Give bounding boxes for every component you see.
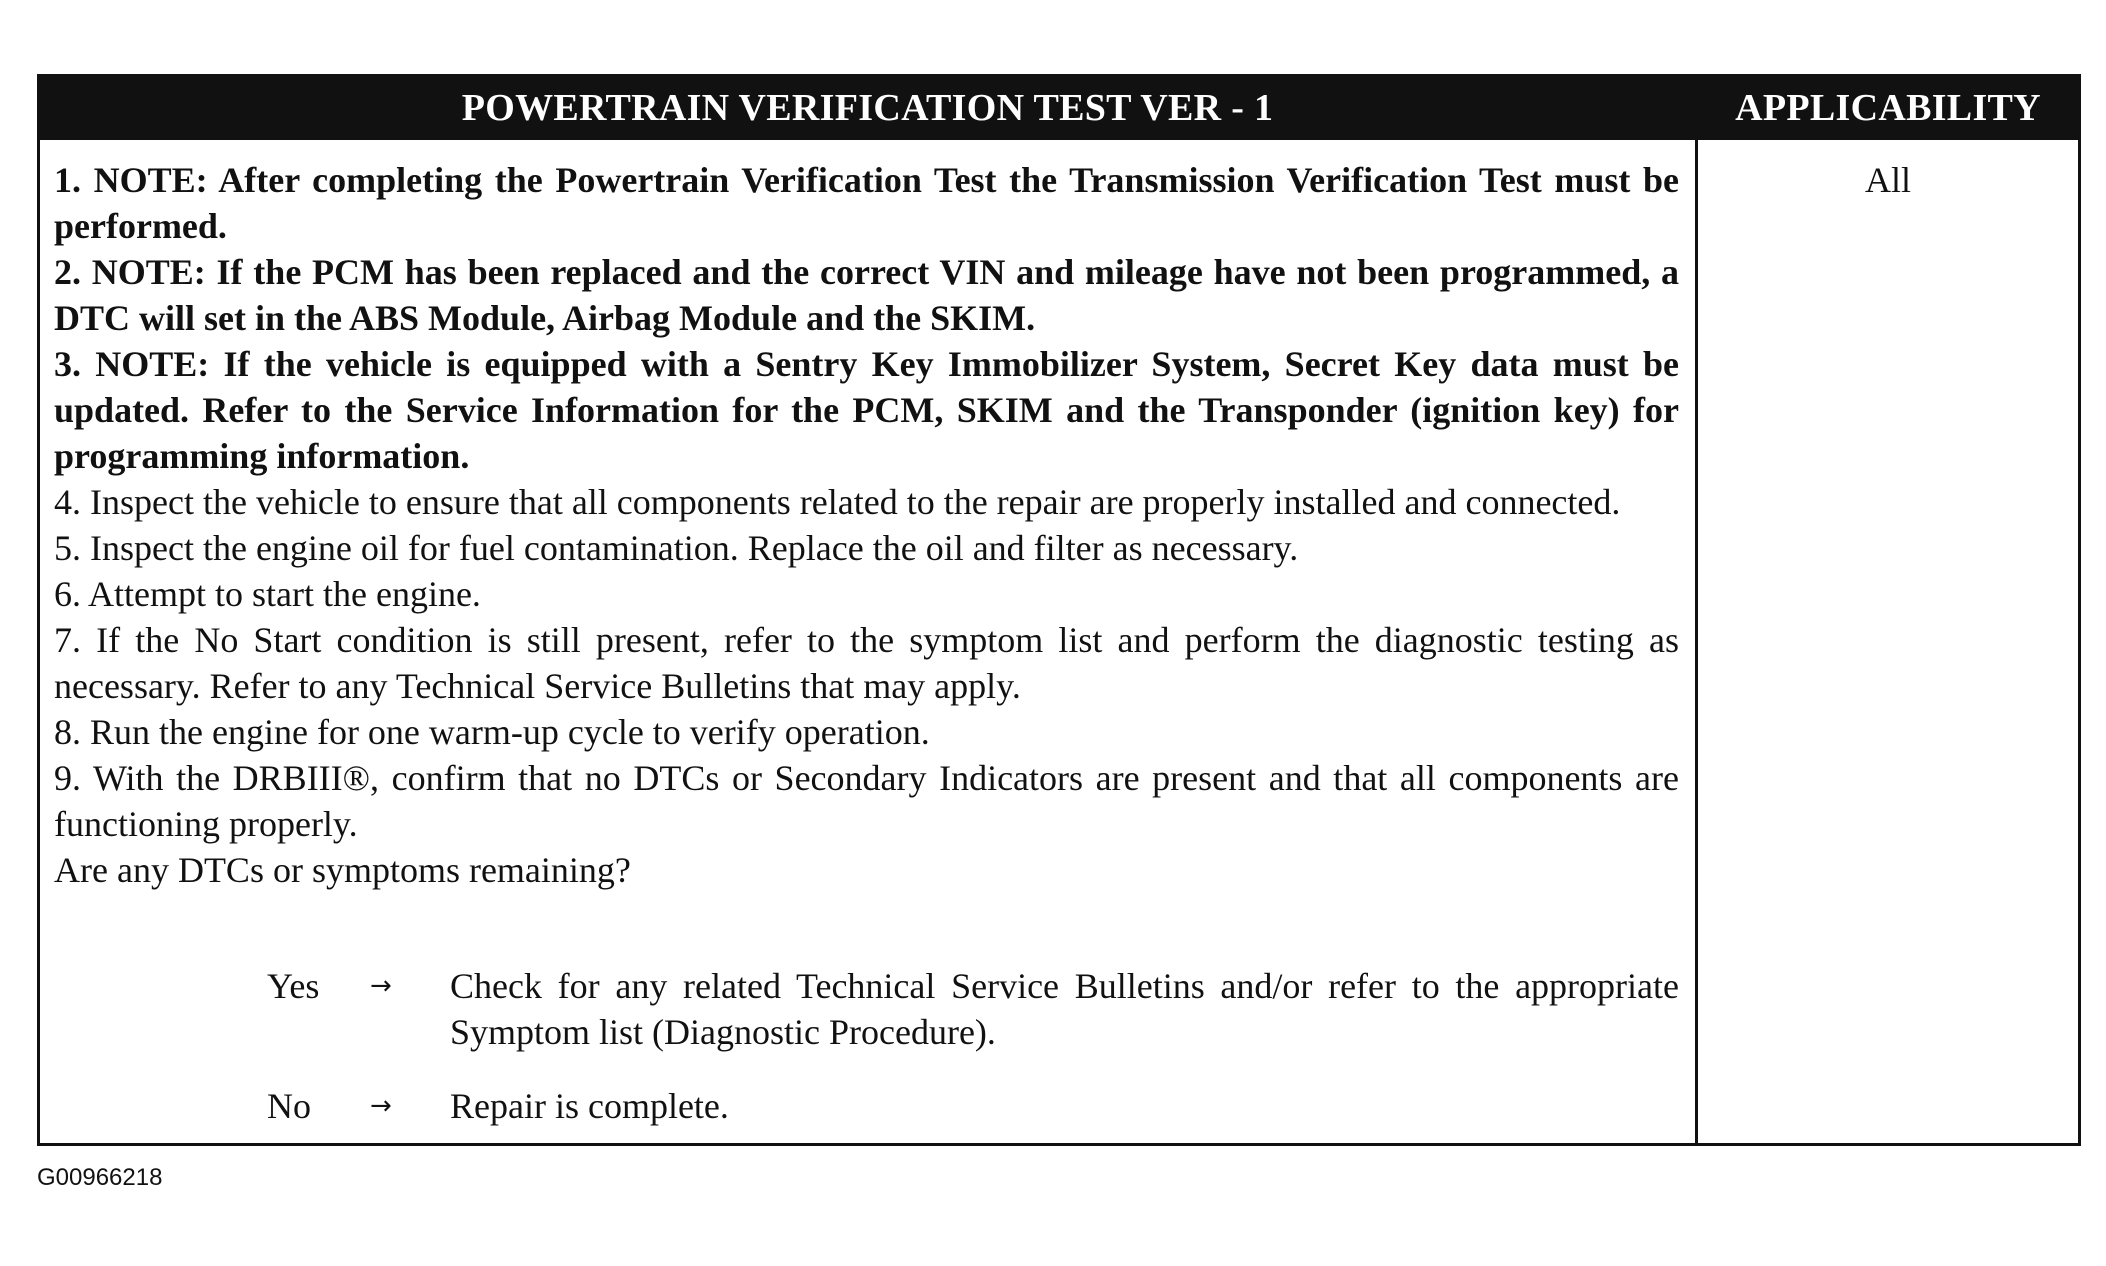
table-title: POWERTRAIN VERIFICATION TEST VER - 1 xyxy=(461,87,1274,129)
question-text: Are any DTCs or symptoms remaining? xyxy=(54,850,631,890)
figure-id: G00966218 xyxy=(37,1164,163,1191)
step-7: 7. If the No Start condition is still present, refer to the symptom list and perform the diagnostic testing as necessary. Refer to any Technical Service Bulletins that may apply. xyxy=(54,620,1679,706)
outcome-yes-label: Yes xyxy=(267,966,320,1006)
outcome-no-text: Repair is complete. xyxy=(450,1086,729,1126)
step-9: 9. With the DRBIII®, confirm that no DTCs or Secondary Indicators are present and that all components are functioning properly. xyxy=(54,758,1679,844)
column-divider xyxy=(1695,140,1698,1146)
step-6: 6. Attempt to start the engine. xyxy=(54,574,481,614)
verification-test-table xyxy=(37,74,2081,1146)
step-5: 5. Inspect the engine oil for fuel contamination. Replace the oil and filter as necessary. xyxy=(54,528,1299,568)
step-1: 1. NOTE: After completing the Powertrain Verification Test the Transmission Verification Test must be performed. xyxy=(54,160,1679,246)
step-3: 3. NOTE: If the vehicle is equipped with a Sentry Key Immobilizer System, Secret Key data must be updated. Refer to the Service Information for the PCM, SKIM and the Transponder (ignition key) for programming information. xyxy=(54,344,1679,476)
applicability-value: All xyxy=(1864,160,1911,200)
outcome-no-label: No xyxy=(267,1086,311,1126)
arrow-right-icon: → xyxy=(370,1091,392,1121)
step-2: 2. NOTE: If the PCM has been replaced and the correct VIN and mileage have not been programmed, a DTC will set in the ABS Module, Airbag Module and the SKIM. xyxy=(54,252,1679,338)
table-header-row xyxy=(40,77,2078,140)
procedure-steps xyxy=(54,157,1679,893)
applicability-header: APPLICABILITY xyxy=(1735,87,2041,129)
outcome-yes-text: Check for any related Technical Service Bulletins and/or refer to the appropriate Symptom list (Diagnostic Procedure). xyxy=(450,966,1679,1052)
step-4: 4. Inspect the vehicle to ensure that all components related to the repair are properly installed and connected. xyxy=(54,482,1621,522)
step-8: 8. Run the engine for one warm-up cycle to verify operation. xyxy=(54,712,930,752)
arrow-right-icon: → xyxy=(370,971,392,1001)
